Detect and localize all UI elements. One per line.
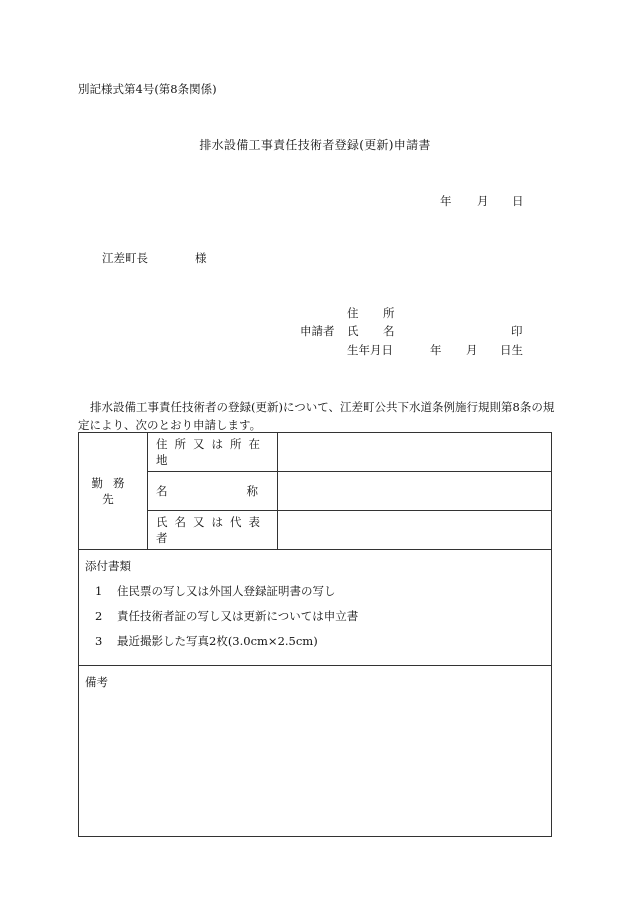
attachments-cell xyxy=(79,550,552,666)
workplace-representative-field[interactable] xyxy=(278,511,552,550)
attachments-heading: 添付書類 xyxy=(85,559,131,573)
attachment-item xyxy=(85,633,545,649)
form-number: 別記様式第4号(第8条関係) xyxy=(78,82,217,96)
applicant-role-label: 申請者 xyxy=(300,324,335,338)
remarks-row xyxy=(79,666,552,837)
workplace-name-label-1: 名 xyxy=(156,484,175,498)
workplace-name-label-2: 称 xyxy=(246,484,265,498)
attachment-text: 住民票の写し又は外国人登録証明書の写し xyxy=(117,584,336,598)
workplace-address-field[interactable] xyxy=(278,433,552,472)
workplace-representative-label-cell xyxy=(148,511,278,550)
workplace-representative-row xyxy=(79,511,552,550)
attachment-item xyxy=(85,583,545,599)
attachment-number: 3 xyxy=(95,634,103,648)
remarks-heading: 備考 xyxy=(85,675,108,689)
application-table xyxy=(78,432,552,837)
address-label-2: 所 xyxy=(383,306,395,320)
workplace-name-label-cell xyxy=(148,472,278,511)
name-label-2: 名 xyxy=(383,324,395,338)
seal-label: 印 xyxy=(511,324,523,338)
attachments-row xyxy=(79,550,552,666)
workplace-address-label: 住所又は所在地 xyxy=(156,437,267,467)
remarks-cell[interactable] xyxy=(79,666,552,837)
workplace-name-field[interactable] xyxy=(278,472,552,511)
attachment-text: 最近撮影した写真2枚(3.0cm×2.5cm) xyxy=(117,634,318,648)
attachment-item xyxy=(85,608,545,624)
birth-month-label: 月 xyxy=(466,343,478,357)
addressee-name: 江差町長 xyxy=(102,251,148,265)
date-year-label: 年 xyxy=(440,194,452,208)
name-label-1: 氏 xyxy=(347,324,359,338)
intro-paragraph xyxy=(78,398,558,434)
workplace-category-cell xyxy=(79,433,148,550)
date-month-label: 月 xyxy=(477,194,489,208)
form-title: 排水設備工事責任技術者登録(更新)申請書 xyxy=(199,138,431,152)
attachment-number: 2 xyxy=(95,609,103,623)
intro-text: 排水設備工事責任技術者の登録(更新)について、江差町公共下水道条例施行規則第8条の規定により、次のとおり申請します。 xyxy=(78,400,555,432)
workplace-category-label: 勤務先 xyxy=(91,476,135,506)
attachment-number: 1 xyxy=(95,584,103,598)
attachment-text: 責任技術者証の写し又は更新については申立書 xyxy=(117,609,359,623)
address-label-1: 住 xyxy=(347,306,359,320)
birth-day-label: 日生 xyxy=(500,343,523,357)
workplace-address-row xyxy=(79,433,552,472)
birthdate-label: 生年月日 xyxy=(347,343,393,357)
workplace-name-row xyxy=(79,472,552,511)
birth-year-label: 年 xyxy=(430,343,442,357)
workplace-representative-label: 氏名又は代表者 xyxy=(156,515,267,545)
workplace-address-label-cell xyxy=(148,433,278,472)
addressee-honorific: 様 xyxy=(195,251,207,265)
date-day-label: 日 xyxy=(512,194,524,208)
